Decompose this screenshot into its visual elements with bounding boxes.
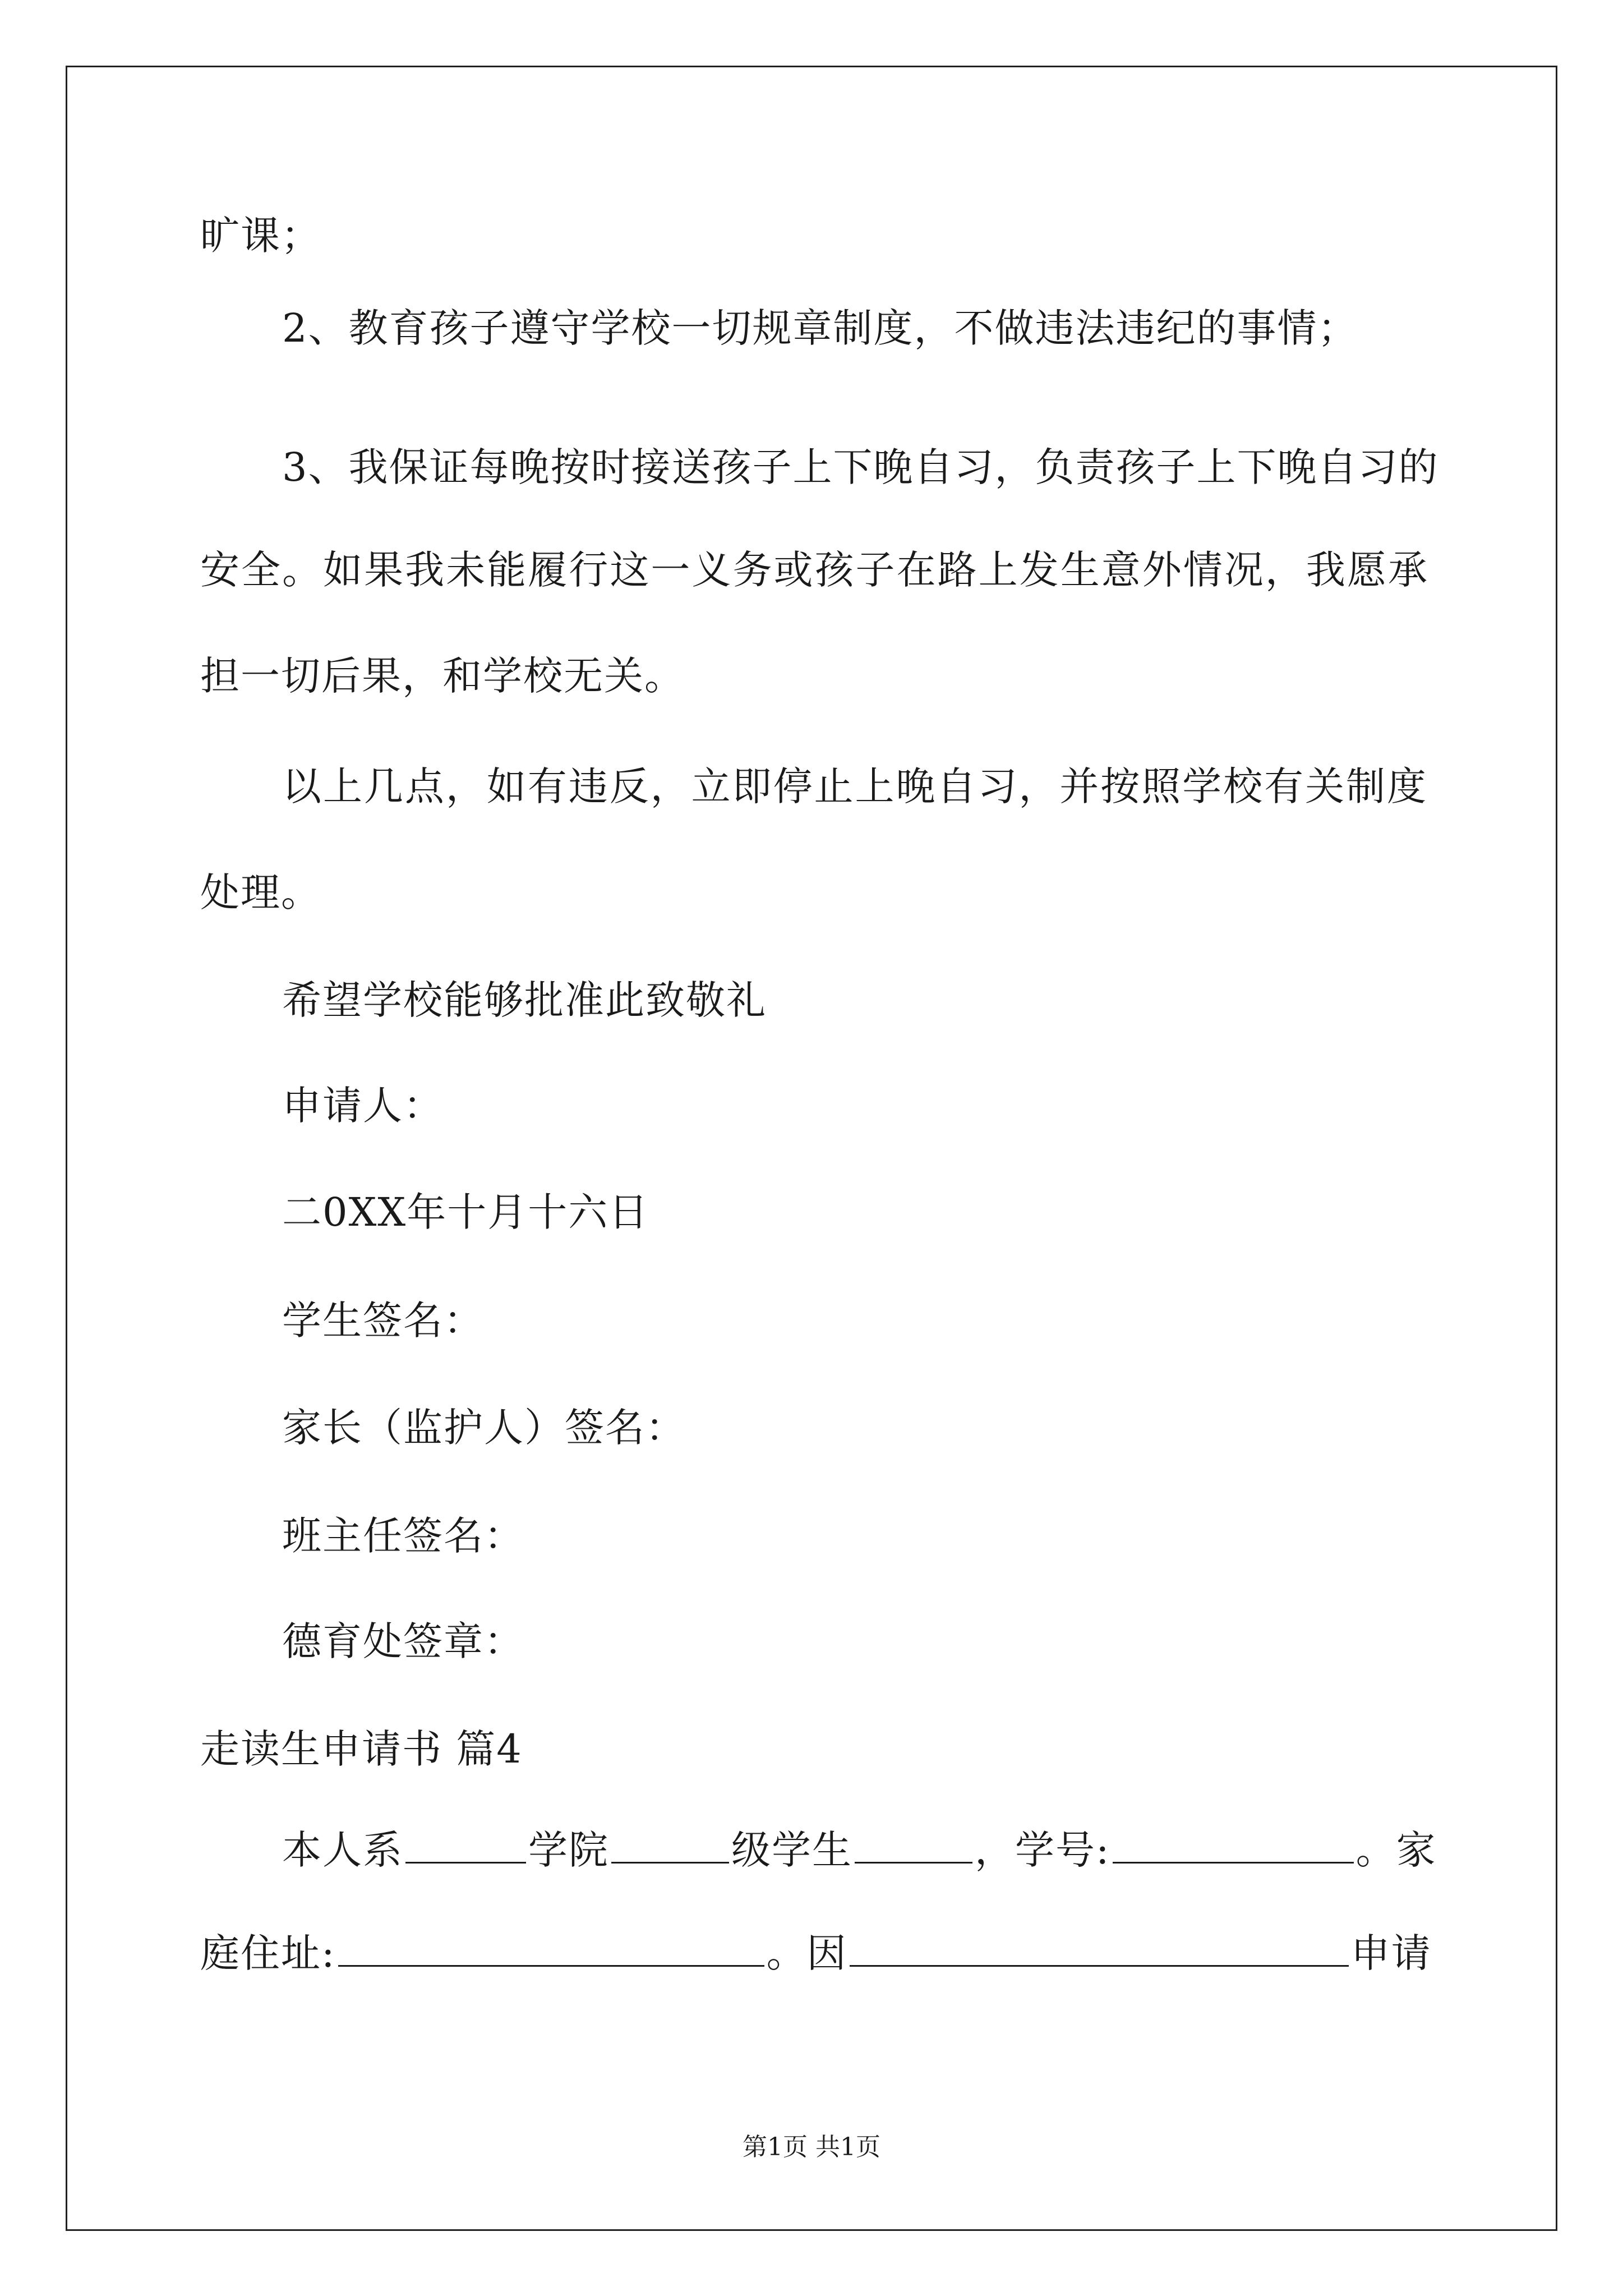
text-line: 处理。 <box>200 869 321 915</box>
text-line: 担一切后果，和学校无关。 <box>200 653 685 699</box>
form-text: 本人系 <box>282 1827 403 1873</box>
blank-grade-field[interactable] <box>611 1827 729 1864</box>
form-text: 庭住址: <box>200 1930 336 1976</box>
date-line: 二0XX年十月十六日 <box>282 1189 649 1235</box>
blank-college-field[interactable] <box>405 1827 526 1864</box>
text-line: 希望学校能够批准此致敬礼 <box>282 977 767 1023</box>
form-text: 。家 <box>1355 1827 1437 1873</box>
signature-line-office: 德育处签章： <box>282 1618 524 1664</box>
text-line: 2、教育孩子遵守学校一切规章制度，不做违法违纪的事情； <box>282 305 1358 351</box>
text-line: 旷课； <box>200 213 321 259</box>
form-text: 。因 <box>766 1930 847 1976</box>
section-heading: 走读生申请书 篇4 <box>200 1726 523 1772</box>
blank-student-id-field[interactable] <box>1113 1827 1354 1864</box>
page-border <box>66 66 1557 2231</box>
form-line-2 <box>200 1928 1432 1978</box>
form-text: 级学生 <box>731 1827 852 1873</box>
text-line: 以上几点，如有违反，立即停止上晚自习，并按照学校有关制度 <box>282 763 1427 809</box>
text-line: 申请人： <box>282 1083 444 1129</box>
blank-address-field[interactable] <box>338 1930 764 1967</box>
signature-line-student: 学生签名： <box>282 1297 484 1343</box>
signature-line-teacher: 班主任签名： <box>282 1513 524 1559</box>
form-text: 申请 <box>1350 1930 1432 1976</box>
form-line-1 <box>282 1825 1437 1875</box>
text-line: 安全。如果我未能履行这一义务或孩子在路上发生意外情况，我愿承 <box>200 547 1428 593</box>
form-text: ，学号: <box>975 1827 1110 1873</box>
page-footer: 第1页 共1页 <box>743 2133 880 2161</box>
signature-line-guardian: 家长（监护人）签名： <box>282 1405 686 1451</box>
blank-reason-field[interactable] <box>850 1930 1349 1967</box>
text-line: 3、我保证每晚按时接送孩子上下晚自习，负责孩子上下晚自习的 <box>282 444 1439 490</box>
blank-name-field[interactable] <box>855 1827 972 1864</box>
form-text: 学院 <box>528 1827 609 1873</box>
